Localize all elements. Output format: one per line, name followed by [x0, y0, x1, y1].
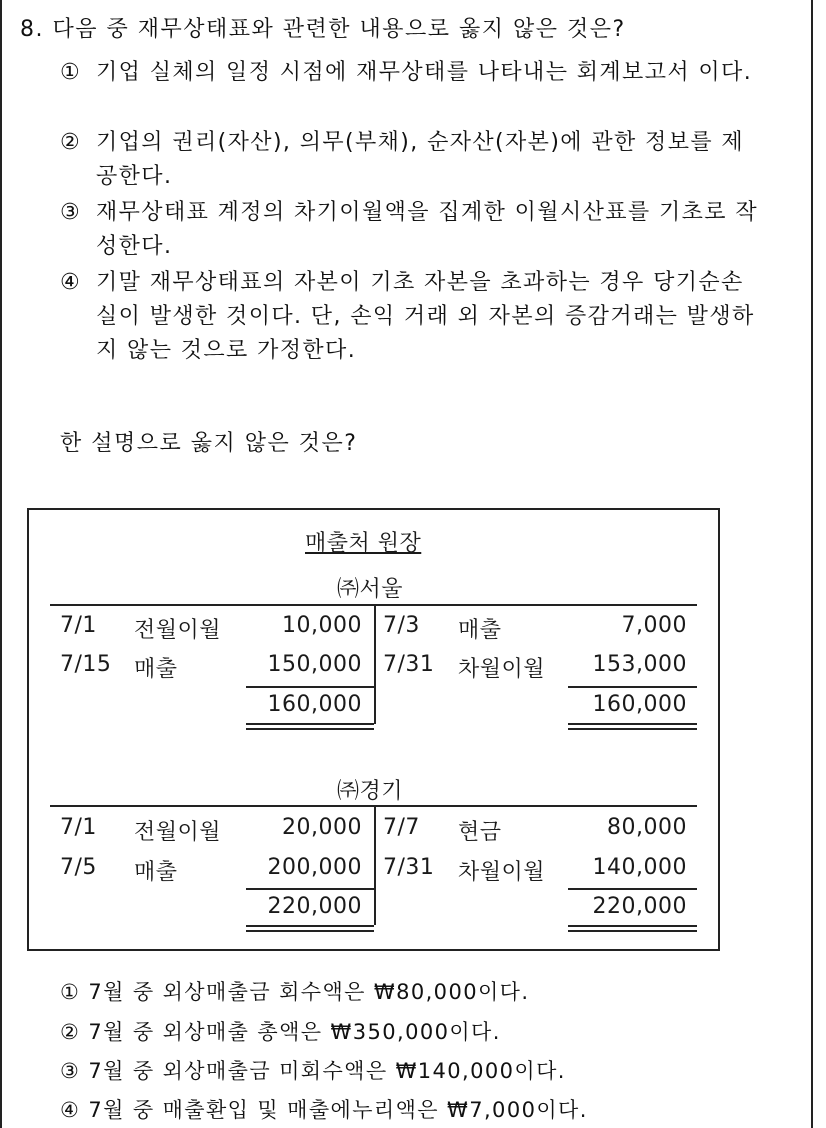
account-name: ㈜서울 [337, 577, 404, 602]
ledger-title: 매출처 원장 [305, 531, 422, 556]
question-option-4 [60, 266, 760, 368]
total-line [568, 686, 697, 688]
credit-desc: 차월이월 [458, 860, 546, 885]
debit-desc: 매출 [134, 860, 178, 885]
answer-text: 7월 중 외상매출 총액은 ₩350,000이다. [88, 1020, 501, 1044]
double-rule [568, 728, 697, 730]
answer-number: ④ [60, 1098, 81, 1122]
answer-option-4 [60, 1094, 588, 1124]
credit-desc: 매출 [458, 618, 502, 643]
double-rule [246, 925, 374, 927]
total-line [246, 686, 374, 688]
option-text: 기업 실체의 일정 시점에 재무상태를 나타내는 회계보고서 이다. [96, 60, 753, 85]
answer-option-2 [60, 1016, 501, 1046]
debit-amount: 150,000 [267, 652, 362, 677]
debit-date: 7/1 [60, 613, 97, 638]
debit-date: 7/1 [60, 815, 97, 840]
credit-desc: 차월이월 [458, 657, 546, 682]
question-option-3 [60, 196, 760, 264]
credit-date: 7/31 [383, 652, 435, 677]
credit-amount: 153,000 [592, 652, 687, 677]
question-option-1 [60, 56, 760, 90]
double-rule [246, 723, 374, 725]
question-number: 8. [20, 17, 44, 42]
debit-amount: 10,000 [282, 613, 362, 638]
credit-amount: 7,000 [621, 613, 687, 638]
answer-option-3 [60, 1055, 566, 1085]
credit-date: 7/31 [383, 855, 435, 880]
option-text: 기업의 권리(자산), 의무(부채), 순자산(자본)에 관한 정보를 제공한다. [96, 130, 745, 189]
account-name: ㈜경기 [337, 779, 404, 804]
credit-date: 7/7 [383, 815, 420, 840]
question-fragment: 한 설명으로 옳지 않은 것은? [60, 431, 358, 456]
t-account-divider [374, 604, 376, 724]
double-rule [568, 925, 697, 927]
double-rule [568, 930, 697, 932]
answer-text: 7월 중 매출환입 및 매출에누리액은 ₩7,000이다. [88, 1098, 588, 1122]
credit-total: 160,000 [592, 692, 687, 717]
total-line [246, 888, 374, 890]
credit-amount: 80,000 [607, 815, 687, 840]
t-account-divider [374, 805, 376, 925]
double-rule [246, 930, 374, 932]
question-title [20, 12, 626, 43]
debit-desc: 전월이월 [134, 618, 222, 643]
credit-desc: 현금 [458, 820, 502, 845]
double-rule [246, 728, 374, 730]
debit-desc: 매출 [134, 657, 178, 682]
total-line [568, 888, 697, 890]
credit-date: 7/3 [383, 613, 420, 638]
debit-amount: 200,000 [267, 855, 362, 880]
option-number: ① [60, 60, 82, 85]
answer-text: 7월 중 외상매출금 미회수액은 ₩140,000이다. [88, 1059, 566, 1083]
credit-total: 220,000 [592, 894, 687, 919]
option-number: ② [60, 130, 82, 155]
answer-number: ① [60, 980, 81, 1004]
debit-total: 160,000 [267, 692, 362, 717]
question-option-2 [60, 126, 760, 194]
debit-amount: 20,000 [282, 815, 362, 840]
double-rule [568, 723, 697, 725]
option-text: 기말 재무상태표의 자본이 기초 자본을 초과하는 경우 당기순손실이 발생한 것이다. 단, 손익 거래 외 자본의 증감거래는 발생하지 않는 것으로 가정한다. [96, 270, 755, 363]
option-number: ④ [60, 270, 82, 295]
answer-number: ③ [60, 1059, 81, 1083]
answer-option-1 [60, 976, 529, 1006]
debit-total: 220,000 [267, 894, 362, 919]
debit-date: 7/5 [60, 855, 97, 880]
credit-amount: 140,000 [592, 855, 687, 880]
page-border-left [0, 0, 2, 1128]
option-number: ③ [60, 200, 82, 225]
answer-number: ② [60, 1020, 81, 1044]
answer-text: 7월 중 외상매출금 회수액은 ₩80,000이다. [88, 980, 530, 1004]
option-text: 재무상태표 계정의 차기이월액을 집계한 이월시산표를 기초로 작성한다. [96, 200, 758, 259]
question-text: 다음 중 재무상태표와 관련한 내용으로 옳지 않은 것은? [52, 17, 626, 42]
page-border-right [811, 0, 813, 1128]
debit-desc: 전월이월 [134, 820, 222, 845]
debit-date: 7/15 [60, 652, 112, 677]
